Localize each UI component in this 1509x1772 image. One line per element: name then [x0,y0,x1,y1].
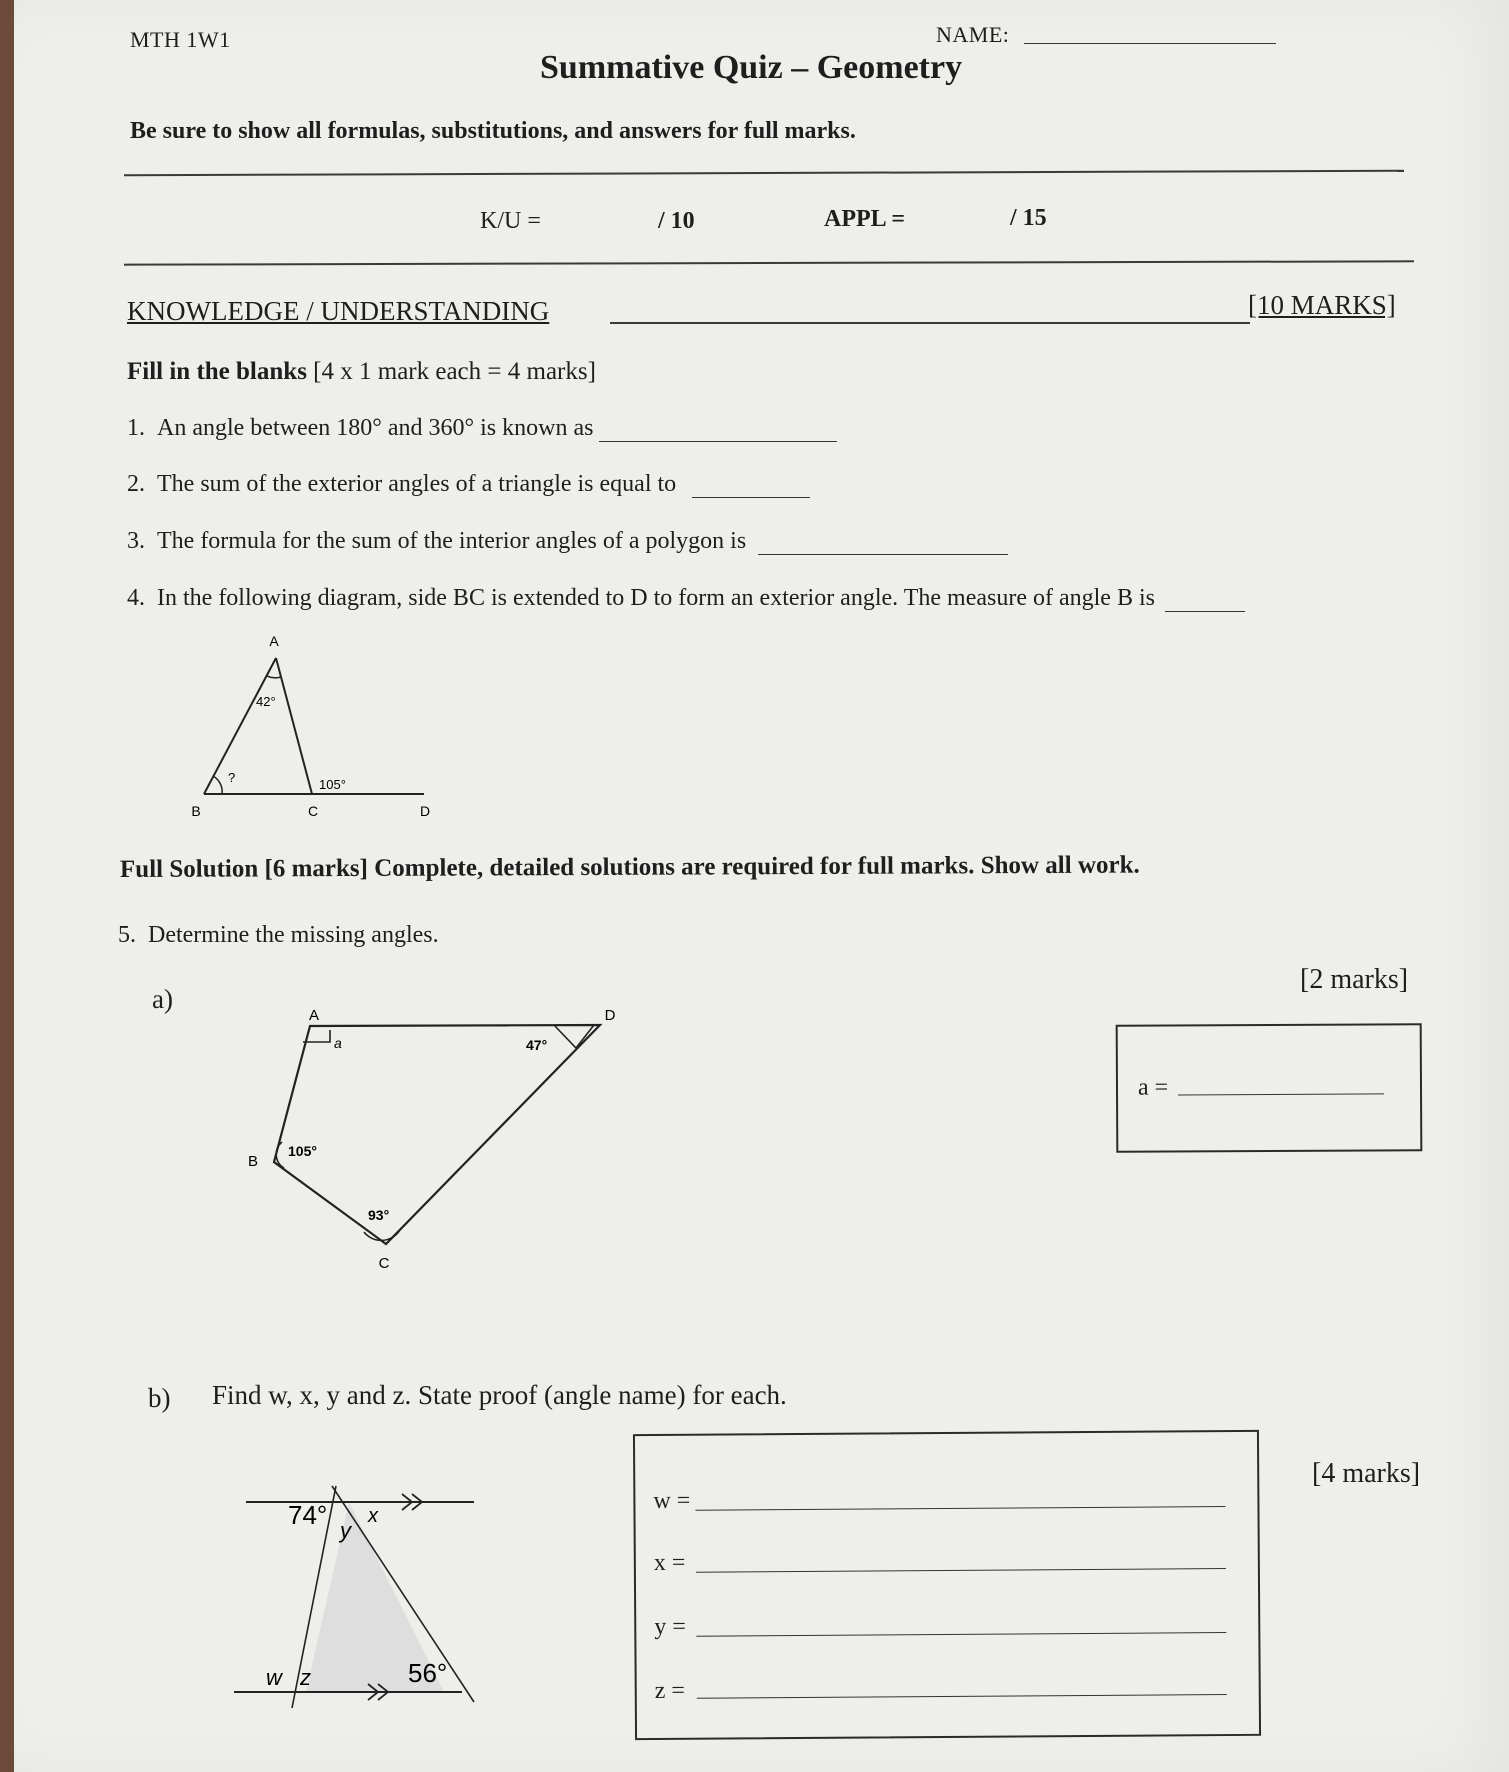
question-5-text: Determine the missing angles. [148,922,439,948]
page-title: Summative Quiz – Geometry [540,49,963,86]
quadrilateral-abcd [274,1025,600,1244]
answer-a-label: a = [1137,1074,1169,1101]
answer-w-field[interactable] [695,1506,1225,1511]
answer-x-field[interactable] [696,1568,1226,1573]
name-field[interactable] [1024,43,1276,44]
answer-a-field[interactable] [1178,1093,1384,1095]
section-marks: [10 MARKS] [1248,290,1396,320]
instructions: Be sure to show all formulas, substitutions, and answers for full marks. [130,118,856,144]
angle-74-label: 74° [288,1500,328,1530]
full-solution-heading: Full Solution [6 marks] Complete, detailed solutions are required for full marks. Show all work. [119,851,1140,883]
answer-y-label: y = [654,1613,686,1641]
part-b-text: Find w, x, y and z. State proof (angle name) for each. [212,1380,787,1410]
answer-z-field[interactable] [697,1694,1227,1699]
part-a-label: a) [152,984,173,1014]
fill-blanks-heading-bold: Fill in the blanks [127,358,307,385]
ku-total: / 10 [658,208,695,234]
angle-y-label: y [340,1518,351,1543]
question-2-number: 2. [127,471,145,497]
side-ac [276,658,312,794]
quiz-page [14,0,1509,1772]
question-5 [118,922,439,949]
angle-exterior-value: 105° [319,777,346,792]
answer-box-a [1116,1023,1423,1153]
divider-scores [124,260,1414,265]
angle-a-value: a [334,1035,342,1051]
part-b-label: b) [148,1383,171,1413]
question-3 [127,528,1008,555]
angle-b-value: 105° [288,1143,317,1159]
question-4-number: 4. [127,585,145,611]
vertex-c-label: C [378,1255,390,1272]
angle-w-label: w [266,1665,282,1690]
angle-c-value: 93° [368,1207,390,1223]
vertex-c-label: C [307,803,319,819]
appl-label: APPL = [824,206,906,232]
question-2-blank[interactable] [692,473,810,498]
vertex-d-label: D [419,803,431,819]
answer-x-label: x = [653,1549,686,1577]
angle-b-value: ? [228,770,236,785]
angle-a-arc [267,676,281,678]
course-code: MTH 1W1 [130,27,231,52]
question-2-text: The sum of the exterior angles of a triangle is equal to [157,471,677,497]
question-4 [127,585,1245,612]
answer-z-label: z = [654,1677,686,1705]
triangle-exterior-angle-diagram [174,636,444,826]
section-underline [610,322,1250,324]
answer-box-b [633,1430,1261,1740]
vertex-b-label: B [191,803,201,819]
section-title: KNOWLEDGE / UNDERSTANDING [127,296,550,326]
angle-b-arc [213,776,222,794]
vertex-d-label: D [604,1007,616,1024]
question-1-number: 1. [127,415,145,441]
question-1-blank[interactable] [599,417,837,442]
side-ab [204,658,276,794]
answer-w-label: w = [653,1487,691,1515]
angle-a-value: 42° [256,694,276,709]
fill-blanks-heading-rest: [4 x 1 mark each = 4 marks] [306,358,596,385]
ku-label: K/U = [480,208,541,234]
divider-top [124,170,1404,176]
appl-total: / 15 [1010,205,1047,231]
fill-blanks-heading [127,358,596,386]
angle-56-label: 56° [408,1658,448,1688]
vertex-b-label: B [248,1153,259,1170]
question-5-number: 5. [118,922,136,948]
part-a-marks: [2 marks] [1300,964,1409,995]
part-b-marks: [4 marks] [1312,1458,1421,1489]
question-3-text: The formula for the sum of the interior angles of a polygon is [157,528,747,554]
name-label: NAME: [936,22,1010,47]
question-2 [127,471,810,498]
question-3-number: 3. [127,528,145,554]
vertex-a-label: A [308,1007,320,1024]
vertex-a-label: A [269,636,279,649]
angle-z-label: z [300,1665,311,1690]
answer-y-field[interactable] [696,1632,1226,1637]
question-3-blank[interactable] [758,530,1008,555]
quadrilateral-diagram [234,1000,634,1280]
parallel-lines-diagram [224,1480,494,1710]
angle-x-label: x [368,1505,378,1527]
question-1 [127,415,837,442]
question-1-text: An angle between 180° and 360° is known as [157,415,594,441]
question-4-text: In the following diagram, side BC is extended to D to form an exterior angle. The measure of angle B is [157,585,1155,611]
angle-d-value: 47° [526,1037,548,1053]
question-4-blank[interactable] [1165,587,1245,612]
